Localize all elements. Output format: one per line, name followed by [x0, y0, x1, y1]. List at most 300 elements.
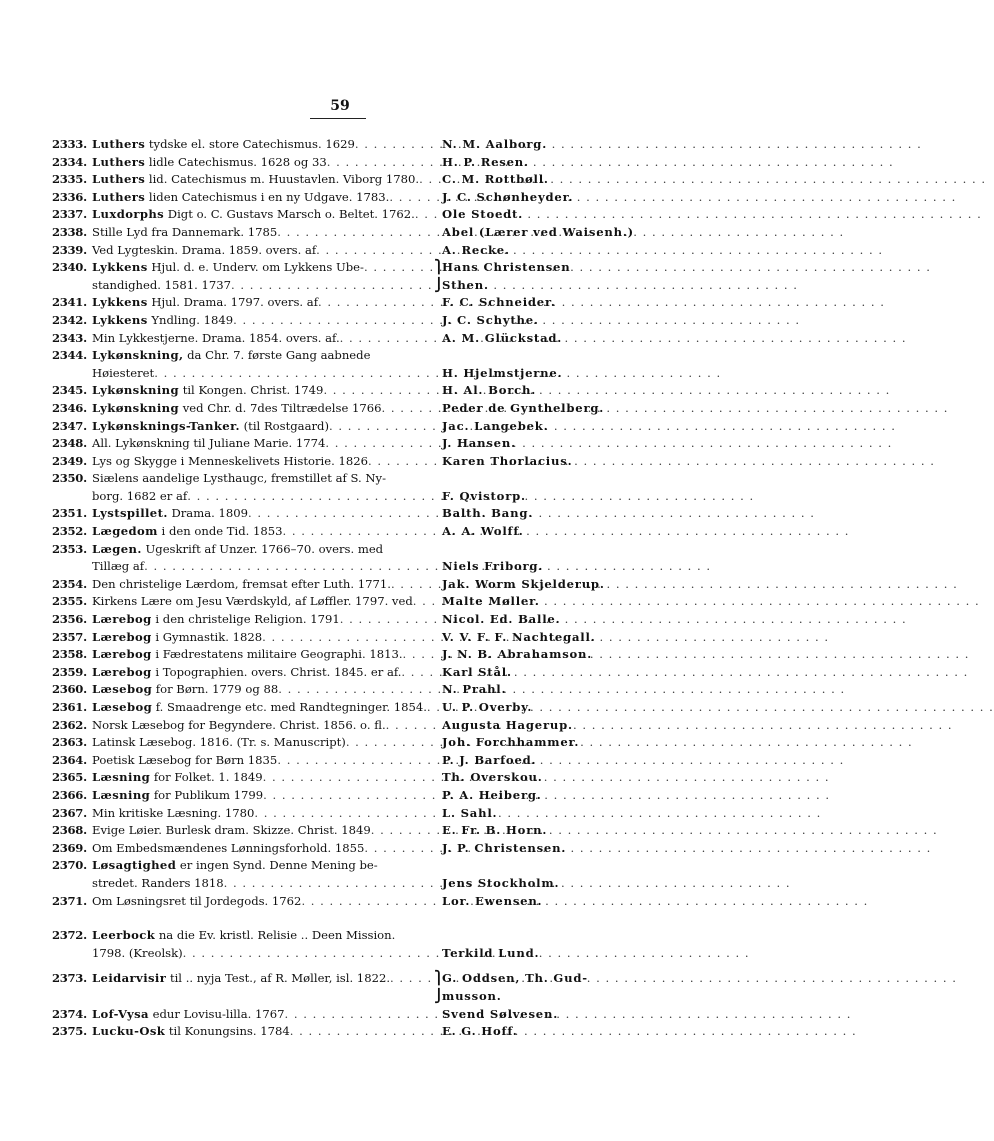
entry-translator: J. C. Schythe.: [442, 312, 539, 327]
entry-translator: musson.: [442, 988, 502, 1003]
entry-title-text: tydske el. store Catechismus. 1629: [148, 137, 355, 151]
entry-title-text: Latinsk Læsebog. 1816. (Tr. s. Manuscript): [92, 735, 346, 750]
entry-title-text: i Fædrestatens militaire Geographi. 1813.: [155, 647, 403, 662]
entry-title: [92, 646, 403, 664]
entry-line: [92, 840, 592, 858]
catalog-entry: [52, 593, 592, 611]
leader-dots: [233, 312, 442, 330]
entry-title: [92, 312, 233, 330]
entry-line: [92, 857, 592, 875]
leader-dots: [187, 488, 442, 506]
entry-title-text: lidle Catechismus. 1628 og 33: [148, 154, 327, 169]
entry-line: [92, 629, 596, 647]
entry-translator: E. G. Hoff.: [442, 1024, 518, 1039]
entry-title-text: til Konungsins. 1784: [168, 1024, 290, 1039]
catalog-entry: [52, 453, 592, 471]
leader-dots: [427, 699, 442, 717]
leader-dots: [290, 1023, 442, 1041]
entry-number: 2369.: [52, 840, 87, 855]
leader-dots: [254, 805, 442, 823]
entry-line: [92, 224, 634, 242]
entry-number: 2366.: [52, 787, 87, 802]
entry-number: 2365.: [52, 770, 87, 785]
entry-line: [92, 1023, 592, 1041]
entry-body: [92, 259, 592, 294]
entry-body: [92, 857, 592, 892]
entry-title: [92, 382, 323, 400]
entry-title: [92, 435, 325, 453]
entry-body: [92, 1023, 592, 1041]
entry-keyword: Lykønskning: [92, 383, 179, 398]
entry-body: [92, 382, 592, 400]
entry-translator: P. A. Heiberg.: [442, 787, 542, 802]
entry-line: [92, 189, 592, 207]
catalog-entry: [52, 400, 605, 418]
entry-translator: Lor. Ewensen.: [442, 893, 543, 908]
entry-translator: Svend Sølvesen.: [442, 1006, 559, 1021]
entry-number: 2336.: [52, 189, 87, 204]
entry-keyword: Lykkens: [92, 260, 148, 275]
entry-title: [92, 611, 340, 629]
entry-title-text: for Publikum 1799: [153, 787, 264, 802]
entry-line: [92, 699, 592, 717]
entry-number: 2374.: [52, 1006, 87, 1021]
entry-title: [92, 734, 346, 752]
leader-dots: [263, 769, 442, 787]
entry-keyword: Læsning: [92, 770, 151, 785]
entry-translator: J. Hansen.: [442, 436, 516, 451]
entry-translator: N. M. Aalborg.: [442, 137, 548, 151]
entry-title: [92, 1006, 285, 1024]
entry-line: [92, 347, 592, 365]
entry-title: [92, 699, 427, 717]
entry-title-text: for Børn. 1779 og 88: [155, 682, 279, 697]
entry-title: [92, 893, 301, 911]
entry-keyword: Lystspillet.: [92, 506, 168, 521]
entry-keyword: Lægedom: [92, 524, 158, 539]
catalog-entry: [52, 893, 592, 911]
catalog-entry: [52, 330, 592, 348]
entry-number: 2360.: [52, 682, 87, 697]
entry-body: [92, 189, 592, 207]
catalog-entry: [52, 294, 592, 312]
entry-number: 2340.: [52, 260, 87, 275]
entry-translator: J. C. Schønheyder.: [442, 189, 574, 204]
entry-body: [92, 505, 592, 523]
entry-body: [92, 769, 592, 787]
entry-translator: F. Qvistorp.: [442, 488, 526, 503]
entry-title: [92, 154, 327, 172]
entry-body: [92, 699, 592, 717]
entry-translator: H. Al. Borch.: [442, 383, 537, 398]
entry-translator: V. V. F. F. Nachtegall.: [442, 629, 596, 644]
entry-line: [92, 970, 592, 988]
entry-number: 2359.: [52, 664, 87, 679]
entry-translator: A. M. Glückstad.: [442, 330, 563, 345]
entry-number: 2350.: [52, 471, 87, 486]
entry-translator: Hans Christensen: [442, 260, 571, 275]
entry-line: [92, 523, 592, 541]
catalog-entry: [52, 664, 592, 682]
catalog-entry: [52, 312, 592, 330]
entry-number: 2357.: [52, 629, 87, 644]
leader-dots: [371, 822, 442, 840]
entry-body: [92, 1006, 592, 1024]
brace-mark: ⎭: [434, 277, 444, 293]
leader-dots: [390, 970, 434, 988]
entry-body: [92, 734, 592, 752]
entry-number: 2349.: [52, 453, 87, 468]
entry-line: [92, 927, 592, 945]
entry-body: [92, 576, 605, 594]
entry-body: [92, 805, 592, 823]
entry-title: [92, 224, 277, 242]
leader-dots: [346, 734, 442, 752]
entry-title: [92, 330, 340, 348]
leader-dots: [278, 681, 442, 699]
entry-translator: P. J. Barfoed.: [442, 752, 537, 767]
entry-body: [92, 523, 592, 541]
entry-line: [92, 154, 592, 172]
catalog-entry: [52, 769, 592, 787]
entry-title-text: til .. nyja Test., af R. Møller, isl. 1822.: [169, 971, 391, 986]
entry-title: [92, 136, 355, 154]
entry-translator: A. Recke.: [442, 242, 510, 257]
entry-translator: Abel (Lærer ved Waisenh.): [442, 224, 634, 239]
entry-translator: L. Sahl.: [442, 805, 498, 820]
entry-body: [92, 629, 596, 647]
entry-line: [92, 259, 592, 277]
leader-dots: [401, 664, 442, 682]
entry-title-text: ved Chr. d. 7des Tiltrædelse 1766: [182, 400, 382, 415]
entry-line: [92, 470, 592, 488]
entry-number: 2373.: [52, 971, 87, 986]
entry-title-text: na die Ev. kristl. Relisie .. Deen Mission.: [158, 928, 396, 943]
entry-number: 2361.: [52, 700, 87, 714]
entry-keyword: Leidarvisir: [92, 971, 167, 986]
catalog-entry: [52, 805, 592, 823]
entry-title-text: i Topographien. overs. Christ. 1845. er af.: [155, 664, 402, 679]
entry-title-text: Min kritiske Læsning. 1780: [92, 805, 255, 820]
section-gap: [52, 910, 592, 927]
entry-number: 2356.: [52, 612, 87, 627]
entry-line: [92, 312, 592, 330]
entry-line: [92, 664, 592, 682]
entry-number: 2375.: [52, 1024, 87, 1039]
entry-keyword: Lærebog: [92, 629, 152, 644]
entry-keyword: Leerbock: [92, 928, 156, 943]
entry-line: [92, 242, 592, 260]
entry-line: [92, 611, 592, 629]
leader-dots: [403, 646, 442, 664]
entry-keyword: Lykønsknings-Tanker.: [92, 418, 240, 433]
entry-translator: U. P. Overby.: [442, 700, 533, 714]
entry-title-text: Den christelige Lærdom, fremsat efter Luth. 1771.: [92, 576, 391, 591]
entry-number: 2355.: [52, 594, 87, 609]
entry-keyword: Luthers: [92, 189, 146, 204]
entry-translator: Karl Stål.: [442, 664, 512, 679]
entry-number: 2347.: [52, 418, 87, 433]
brace-mark: ⎫: [434, 971, 444, 987]
catalog-entry: [52, 347, 592, 382]
entry-translator: Jens Stockholm.: [442, 875, 560, 890]
entry-translator: C. M. Rottbøll.: [442, 172, 549, 187]
entry-line: [92, 277, 592, 295]
leader-dots: [382, 400, 442, 418]
entry-title-text: Hjul. d. e. Underv. om Lykkens Ube-: [151, 260, 364, 275]
page-number-rule: [310, 118, 366, 119]
entry-body: [92, 400, 605, 418]
leader-dots: [144, 558, 442, 576]
entry-translator: N. Prahl.: [442, 682, 507, 697]
entry-body: [92, 224, 634, 242]
entry-number: 2363.: [52, 735, 87, 750]
catalog-entry: [52, 382, 592, 400]
entry-translator: Peder de Gynthelberg.: [442, 400, 605, 415]
leader-dots: [368, 453, 442, 471]
entry-title-text: All. Lykønskning til Juliane Marie. 1774: [92, 436, 326, 451]
entry-title-text: Digt o. C. Gustavs Marsch o. Beltet. 1762.: [167, 207, 415, 222]
catalog-entry: [52, 523, 592, 541]
entry-number: 2346.: [52, 400, 87, 415]
entry-line: [92, 453, 592, 471]
entry-keyword: Lærebog: [92, 612, 152, 627]
entry-number: 2351.: [52, 506, 87, 521]
entry-title-text: Norsk Læsebog for Begyndere. Christ. 1856. o. fl.: [92, 717, 386, 732]
entry-body: [92, 970, 592, 1005]
entry-title-text: Min Lykkestjerne. Drama. 1854. overs. af.: [92, 330, 340, 345]
leader-dots: [389, 189, 442, 207]
entry-number: 2341.: [52, 295, 87, 310]
entry-title-text: liden Catechismus i en ny Udgave. 1783.: [148, 189, 390, 204]
leader-dots: [231, 277, 434, 295]
entry-title-text: 1798. (Kreolsk): [92, 945, 183, 960]
catalog-entry: [52, 646, 592, 664]
leader-dots: [262, 629, 442, 647]
entry-title: [92, 505, 248, 523]
entry-number: 2354.: [52, 576, 87, 591]
entry-translator: Karen Thorlacius.: [442, 453, 573, 468]
entry-title-text: Poetisk Læsebog for Børn 1835: [92, 752, 278, 767]
entry-title-text: er ingen Synd. Denne Mening be-: [179, 858, 378, 873]
leader-dots: [224, 875, 442, 893]
entry-keyword: Læsning: [92, 787, 151, 802]
entry-line: [92, 558, 592, 576]
entry-title-text: Tillæg af: [92, 559, 145, 574]
entry-title-text: Yndling. 1849: [151, 312, 234, 327]
catalog-entry: [52, 611, 592, 629]
leader-dots: [277, 752, 442, 770]
leader-dots: [323, 382, 442, 400]
entry-line: [92, 418, 592, 436]
catalog-entry: [52, 576, 605, 594]
entry-translator: G. Oddsen, Th. Gud-: [442, 971, 588, 986]
entry-title-text: Hjul. Drama. 1797. overs. af: [151, 295, 318, 310]
entry-title: [92, 752, 277, 770]
entry-title: [92, 664, 401, 682]
entry-title-text: lid. Catechismus m. Huustavlen. Viborg 1780.: [148, 172, 420, 187]
entry-body: [92, 206, 592, 224]
entry-line: [92, 136, 592, 154]
entry-title: [92, 259, 364, 277]
entry-line: [92, 593, 592, 611]
entry-number: 2352.: [52, 524, 87, 539]
entry-body: [92, 611, 592, 629]
entry-number: 2362.: [52, 717, 87, 732]
catalog-list: [52, 136, 634, 1041]
entry-number: 2334.: [52, 154, 87, 169]
entry-translator: Terkild Lund.: [442, 945, 540, 960]
entry-body: [92, 242, 592, 260]
entry-title-text: for Folket. 1. 1849: [153, 770, 263, 785]
entry-title: [92, 805, 254, 823]
leader-dots: [364, 840, 442, 858]
leader-dots: [301, 893, 442, 911]
entry-line: [92, 576, 605, 594]
leader-dots: [355, 136, 442, 154]
entry-title-text: standighed. 1581. 1737: [92, 277, 232, 292]
entry-title: [92, 717, 386, 735]
entry-line: [92, 382, 592, 400]
entry-number: 2335.: [52, 172, 87, 187]
entry-title-text: i den onde Tid. 1853: [161, 524, 283, 539]
entry-translator: H. P. Resen.: [442, 154, 529, 169]
entry-translator: Th. Overskou.: [442, 770, 543, 785]
entry-title-text: Ugeskrift af Unzer. 1766–70. overs. med: [145, 541, 384, 556]
entry-number: 2371.: [52, 893, 87, 908]
entry-title-text: da Chr. 7. første Gang aabnede: [187, 348, 371, 363]
catalog-entry: [52, 822, 592, 840]
entry-keyword: Lykønskning: [92, 400, 179, 415]
entry-title: [92, 206, 415, 224]
entry-title-text: i Gymnastik. 1828: [155, 629, 263, 644]
entry-translator: Jak. Worm Skjelderup.: [442, 576, 605, 591]
catalog-entry: [52, 1006, 592, 1024]
entry-number: 2372.: [52, 928, 87, 943]
catalog-entry: [52, 734, 592, 752]
entry-number: 2348.: [52, 436, 87, 451]
entry-translator: H. Hjelmstjerne.: [442, 365, 563, 380]
entry-number: 2338.: [52, 224, 87, 239]
entry-body: [92, 646, 592, 664]
catalog-entry: [52, 242, 592, 260]
entry-title: [92, 294, 318, 312]
entry-keyword: Læsebog: [92, 682, 153, 697]
entry-line: [92, 435, 592, 453]
catalog-entry: [52, 927, 592, 962]
leader-dots: [318, 294, 442, 312]
entry-body: [92, 752, 592, 770]
entry-title-text: til Kongen. Christ. 1749: [182, 383, 324, 398]
leader-dots: [183, 945, 442, 963]
entry-line: [92, 805, 592, 823]
entry-keyword: Lykkens: [92, 295, 148, 310]
entry-title: [92, 681, 278, 699]
catalog-entry: [52, 541, 592, 576]
entry-number: 2367.: [52, 805, 87, 820]
entry-title: [92, 576, 391, 594]
entry-line: [92, 1006, 592, 1024]
entry-body: [92, 681, 592, 699]
entry-line: [92, 330, 592, 348]
entry-title: [92, 453, 368, 471]
catalog-entry: [52, 1023, 592, 1041]
catalog-entry: [52, 681, 592, 699]
entry-title-text: Drama. 1809: [171, 506, 248, 521]
entry-line: [92, 488, 592, 506]
entry-title: [92, 400, 382, 418]
entry-title-text: Om Løsningsret til Jordegods. 1762: [92, 893, 302, 908]
catalog-entry: [52, 154, 592, 172]
entry-keyword: Lægen.: [92, 541, 142, 556]
entry-title-text: Ved Lygteskin. Drama. 1859. overs. af: [92, 242, 317, 257]
entry-line: [92, 717, 592, 735]
catalog-entry: [52, 136, 592, 154]
entry-title-text: i den christelige Religion. 1791: [155, 612, 340, 627]
entry-title-text: stredet. Randers 1818: [92, 875, 224, 890]
catalog-entry: [52, 189, 592, 207]
leader-dots: [285, 1006, 443, 1024]
entry-line: [92, 752, 592, 770]
entry-number: 2345.: [52, 383, 87, 398]
entry-body: [92, 787, 592, 805]
leader-dots: [386, 717, 442, 735]
entry-title: [92, 171, 419, 189]
entry-translator: Sthen.: [442, 277, 489, 292]
leader-dots: [364, 259, 434, 277]
entry-translator: Niels Friborg.: [442, 559, 544, 574]
entry-line: [92, 400, 605, 418]
entry-keyword: Lærebog: [92, 664, 152, 679]
entry-keyword: Luthers: [92, 154, 146, 169]
leader-dots: [325, 435, 442, 453]
entry-title-text: Siælens aandelige Lysthaugc, fremstillet af S. Ny-: [92, 471, 386, 486]
entry-title: [92, 242, 316, 260]
entry-title-text: borg. 1682 er af: [92, 488, 188, 503]
entry-keyword: Luthers: [92, 137, 146, 151]
entry-title-text: edur Lovisu-lilla. 1767: [152, 1006, 285, 1021]
leader-dots: [340, 330, 442, 348]
entry-number: 2358.: [52, 647, 87, 662]
entry-title-text: Lys og Skygge i Menneskelivets Historie. 1826: [92, 453, 368, 468]
entry-body: [92, 312, 592, 330]
entry-body: [92, 927, 592, 962]
entry-title: [92, 840, 364, 858]
entry-line: [92, 541, 592, 559]
entry-translator: J. N. B. Abrahamson.: [442, 647, 593, 662]
entry-body: [92, 171, 592, 189]
catalog-entry: [52, 787, 592, 805]
catalog-entry: [52, 970, 592, 1005]
entry-title-text: Stille Lyd fra Dannemark. 1785: [92, 224, 278, 239]
entry-number: 2339.: [52, 242, 87, 257]
entry-line: [92, 893, 592, 911]
entry-number: 2370.: [52, 858, 87, 873]
entry-translator: Augusta Hagerup.: [442, 717, 573, 732]
brace-mark: ⎭: [434, 988, 444, 1004]
catalog-entry: [52, 224, 634, 242]
entry-title-text: Kirkens Lære om Jesu Værdskyld, af Løffler. 1797. ved: [92, 594, 413, 609]
entry-keyword: Lof-Vysa: [92, 1006, 149, 1021]
catalog-entry: [52, 435, 592, 453]
entry-body: [92, 347, 592, 382]
entry-line: [92, 294, 592, 312]
entry-line: [92, 206, 592, 224]
entry-line: [92, 822, 592, 840]
entry-body: [92, 154, 592, 172]
leader-dots: [413, 593, 442, 611]
entry-title: [92, 541, 383, 559]
